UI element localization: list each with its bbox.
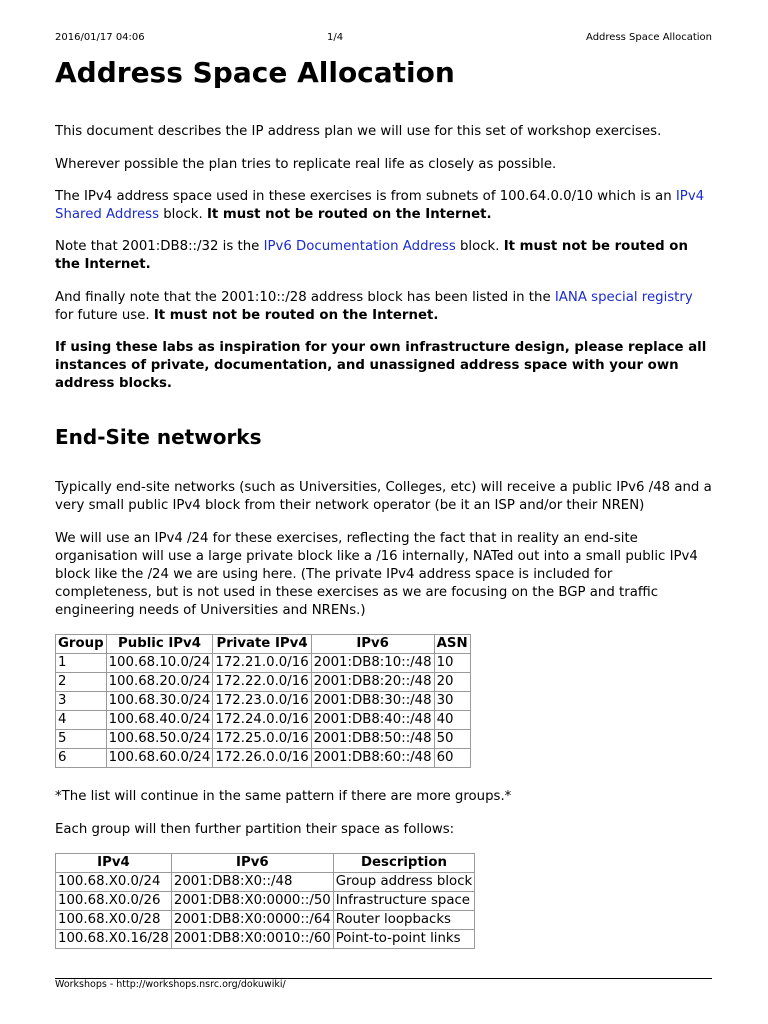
table-cell: Infrastructure space <box>333 892 474 911</box>
table-cell: Group address block <box>333 873 474 892</box>
p4-text-b: block. <box>455 239 504 254</box>
header-page-number: 1/4 <box>327 32 344 43</box>
table-cell: 1 <box>56 654 107 673</box>
page-title: Address Space Allocation <box>55 56 455 89</box>
section-paragraph-1: Typically end-site networks (such as Universities, Colleges, etc) will receive a public IPv6 /48 and a very small public IPv4 block from their network operator (be it an ISP and/or their NREN) <box>55 480 712 513</box>
table-cell: 172.24.0.0/16 <box>213 711 311 730</box>
p4-warning: It must not be routed on the Internet. <box>55 239 688 272</box>
table-cell: 100.68.10.0/24 <box>106 654 213 673</box>
table-cell: 100.68.X0.0/28 <box>56 911 172 930</box>
table-cell: Router loopbacks <box>333 911 474 930</box>
ipv4-shared-address-link[interactable]: IPv4 Shared Address <box>55 189 705 222</box>
intro-paragraph-4 <box>55 238 712 274</box>
table-cell: 50 <box>434 730 470 749</box>
column-header: Private IPv4 <box>213 635 311 654</box>
intro-paragraph-1: This document describes the IP address plan we will use for this set of workshop exercises. <box>55 124 662 139</box>
table-cell: 100.68.50.0/24 <box>106 730 213 749</box>
column-header: Group <box>56 635 107 654</box>
table-row <box>56 654 471 673</box>
table-cell: 172.25.0.0/16 <box>213 730 311 749</box>
page-footer: Workshops - http://workshops.nsrc.org/dokuwiki/ <box>55 979 286 990</box>
table-cell: Point-to-point links <box>333 930 474 949</box>
table-row <box>56 892 475 911</box>
table-cell: 2001:DB8:10::/48 <box>311 654 434 673</box>
table-cell: 100.68.X0.16/28 <box>56 930 172 949</box>
table-cell: 5 <box>56 730 107 749</box>
table-cell: 100.68.30.0/24 <box>106 692 213 711</box>
p6-warning: If using these labs as inspiration for your own infrastructure design, please replace all instances of private, documentation, and unassigned address space with your own address blocks. <box>55 340 707 391</box>
table-cell: 2001:DB8:30::/48 <box>311 692 434 711</box>
p3-text-b: block. <box>159 207 207 222</box>
table-cell: 172.21.0.0/16 <box>213 654 311 673</box>
column-header: IPv4 <box>56 854 172 873</box>
iana-special-registry-link[interactable]: IANA special registry <box>554 290 693 305</box>
section-heading: End-Site networks <box>55 425 262 449</box>
table-cell: 172.26.0.0/16 <box>213 749 311 768</box>
intro-paragraph-3 <box>55 188 712 224</box>
table-row <box>56 692 471 711</box>
table-cell: 3 <box>56 692 107 711</box>
section-paragraph-2: We will use an IPv4 /24 for these exercises, reflecting the fact that in reality an end-site organisation will use a large private block like a /16 internally, NATed out into a small public IPv4 block like the /24 we are using here. (The private IPv4 address space is included for completeness, but is not used in these exercises as we are focusing on the BGP and traffic engineering needs of Universities and NRENs.) <box>55 531 698 618</box>
table-cell: 20 <box>434 673 470 692</box>
table-cell: 100.68.20.0/24 <box>106 673 213 692</box>
intro-paragraph-6 <box>55 339 712 393</box>
table-row <box>56 730 471 749</box>
table-row <box>56 749 471 768</box>
column-header: ASN <box>434 635 470 654</box>
header-date: 2016/01/17 04:06 <box>55 32 145 43</box>
table-cell: 2001:DB8:40::/48 <box>311 711 434 730</box>
table-cell: 4 <box>56 711 107 730</box>
group-allocation-table <box>55 634 471 768</box>
table-cell: 100.68.40.0/24 <box>106 711 213 730</box>
column-header: IPv6 <box>311 635 434 654</box>
table-row <box>56 873 475 892</box>
table-header-row <box>56 635 471 654</box>
table-cell: 2001:DB8:50::/48 <box>311 730 434 749</box>
table-cell: 2001:DB8:X0:0010::/60 <box>171 930 333 949</box>
p3-warning: It must not be routed on the Internet. <box>206 207 492 222</box>
header-doc-title: Address Space Allocation <box>586 32 712 43</box>
table-cell: 2001:DB8:20::/48 <box>311 673 434 692</box>
table-cell: 40 <box>434 711 470 730</box>
table-cell: 100.68.X0.0/24 <box>56 873 172 892</box>
table-cell: 2001:DB8:60::/48 <box>311 749 434 768</box>
table-cell: 2 <box>56 673 107 692</box>
table-cell: 172.22.0.0/16 <box>213 673 311 692</box>
table-cell: 2001:DB8:X0:0000::/64 <box>171 911 333 930</box>
partition-table <box>55 853 475 949</box>
table-cell: 172.23.0.0/16 <box>213 692 311 711</box>
table-cell: 10 <box>434 654 470 673</box>
table-header-row <box>56 854 475 873</box>
table-cell: 100.68.X0.0/26 <box>56 892 172 911</box>
partition-intro: Each group will then further partition their space as follows: <box>55 822 455 837</box>
table-cell: 6 <box>56 749 107 768</box>
column-header: IPv6 <box>171 854 333 873</box>
ipv6-documentation-address-link[interactable]: IPv6 Documentation Address <box>263 239 456 254</box>
table-cell: 100.68.60.0/24 <box>106 749 213 768</box>
p5-text-b: for future use. <box>55 308 154 323</box>
column-header: Public IPv4 <box>106 635 213 654</box>
table-row <box>56 673 471 692</box>
table-cell: 2001:DB8:X0:0000::/50 <box>171 892 333 911</box>
table-row <box>56 930 475 949</box>
table-cell: 30 <box>434 692 470 711</box>
column-header: Description <box>333 854 474 873</box>
continuation-note: *The list will continue in the same pattern if there are more groups.* <box>55 789 512 804</box>
p5-text: And finally note that the 2001:10::/28 address block has been listed in the <box>55 290 555 305</box>
p5-warning: It must not be routed on the Internet. <box>153 308 439 323</box>
p3-text: The IPv4 address space used in these exercises is from subnets of 100.64.0.0/10 which is an <box>55 189 676 204</box>
table-row <box>56 711 471 730</box>
table-cell: 60 <box>434 749 470 768</box>
p4-text: Note that 2001:DB8::/32 is the <box>55 239 264 254</box>
table-cell: 2001:DB8:X0::/48 <box>171 873 333 892</box>
table-row <box>56 911 475 930</box>
document-page <box>55 0 712 1024</box>
intro-paragraph-2: Wherever possible the plan tries to replicate real life as closely as possible. <box>55 157 557 172</box>
intro-paragraph-5 <box>55 289 712 325</box>
